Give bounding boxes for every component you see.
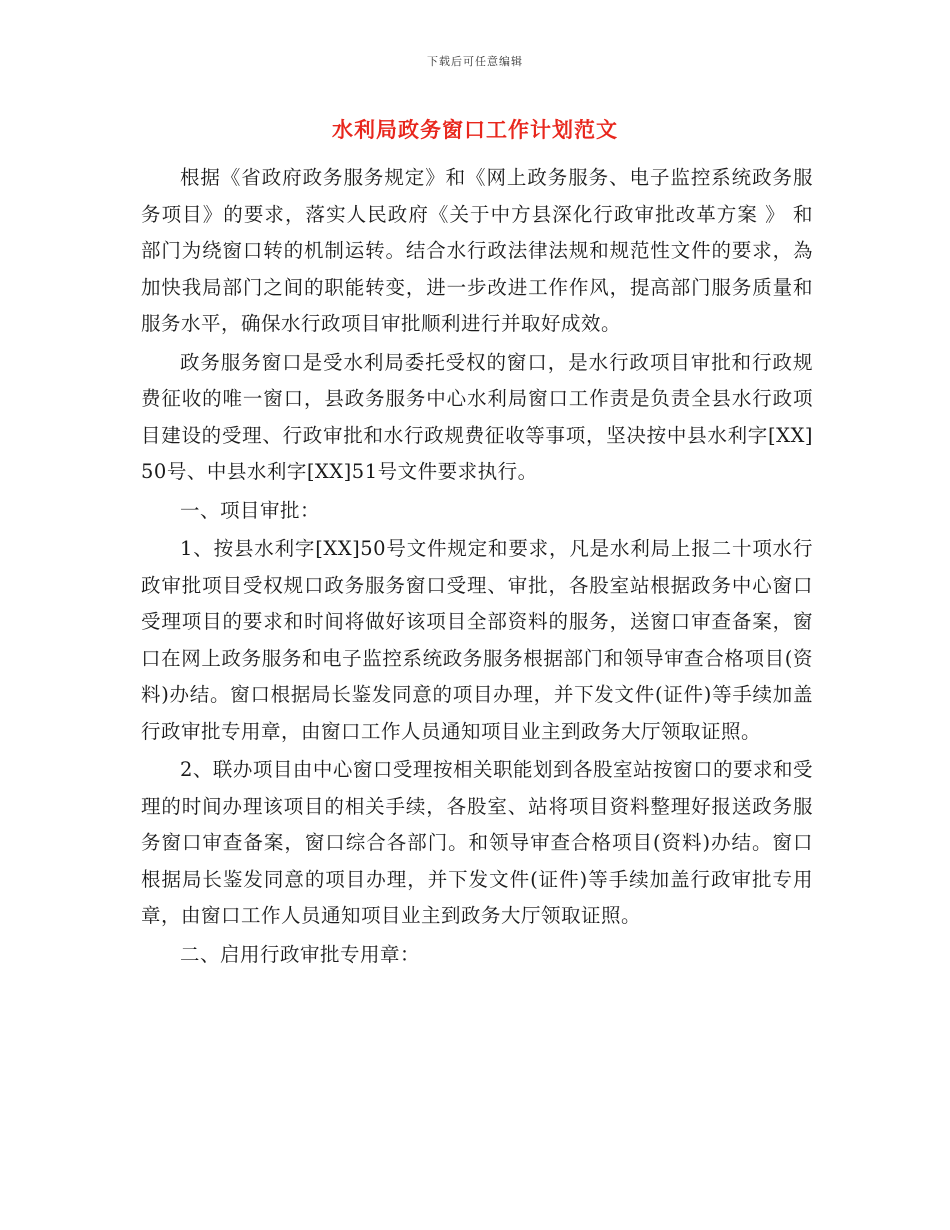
paragraph-item-2: 2、联办项目由中心窗口受理按相关职能划到各股室站按窗口的要求和受理的时间办理该项目的相关手续，各股室、站将项目资料整理好报送政务服务窗口审查备案，窗口综合各部门。和领导审查合格项目(资料)办结。窗口根据局长鉴发同意的项目办理，并下发文件(证件)等手续加盖行政审批专用章，由窗口工作人员通知项目业主到政务大厅领取证照。 [141, 758, 813, 927]
paragraph-window-role: 政务服务窗口是受水利局委托受权的窗口，是水行政项目审批和行政规费征收的唯一窗口，县政务服务中心水利局窗口工作责是负责全县水行政项目建设的受理、行政审批和水行政规费征收等事项，坚决按中县水利字[XX]50号、中县水利字[XX]51号文件要求执行。 [141, 350, 813, 483]
document-body [141, 160, 813, 973]
paragraph-item-1: 1、按县水利字[XX]50号文件规定和要求，凡是水利局上报二十项水行政审批项目受权规口政务服务窗口受理、审批，各股室站根据政务中心窗口受理项目的要求和时间将做好该项目全部资料的服务，送窗口审查备案，窗口在网上政务服务和电子监控系统政务服务根据部门和领导审查合格项目(资料)办结。窗口根据局长鉴发同意的项目办理，并下发文件(证件)等手续加盖行政审批专用章，由窗口工作人员通知项目业主到政务大厅领取证照。 [141, 537, 813, 743]
section-heading-project-approval: 一、项目审批： [180, 498, 321, 522]
document-title: 水利局政务窗口工作计划范文 [332, 117, 618, 142]
paragraph-intro: 根据《省政府政务服务规定》和《网上政务服务、电子监控系统政务服务项目》的要求，落实人民政府《关于中方县深化行政审批改革方案 》 和部门为绕窗口转的机制运转。结合水行政法律法规和规范性文件的要求，為加快我局部门之间的职能转变，进一步改进工作作风，提高部门服务质量和服务水平，确保水行政项目审批顺利进行并取好成效。 [141, 166, 813, 335]
section-heading-seal: 二、启用行政审批专用章： [180, 942, 421, 966]
header-note: 下载后可任意编辑 [427, 55, 523, 68]
